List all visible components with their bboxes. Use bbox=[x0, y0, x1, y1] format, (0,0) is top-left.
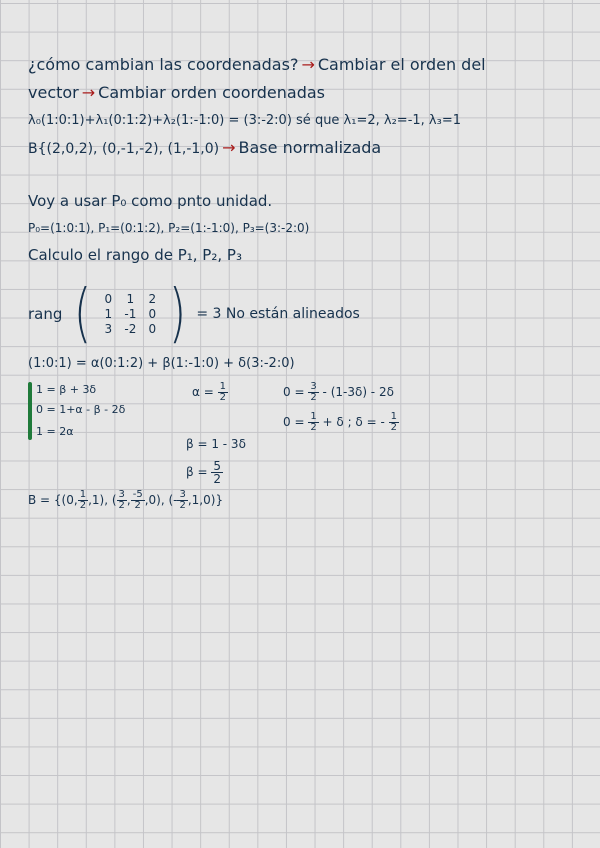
fraction-denominator: 2 bbox=[118, 500, 125, 511]
fraction-numerator: 1 bbox=[310, 411, 317, 422]
zero-eq-2-lhs: 0 = bbox=[283, 415, 305, 429]
rang-label: rang bbox=[28, 305, 63, 323]
fraction-denominator: 2 bbox=[134, 500, 141, 511]
note-line-6: P₀=(1:0:1), P₁=(0:1:2), P₂=(1:-1:0), P₃=(3:-2:0) bbox=[28, 221, 310, 235]
note-line-2 bbox=[28, 85, 325, 101]
matrix-cell: -2 bbox=[124, 321, 137, 336]
arrow-right-icon: → bbox=[81, 83, 96, 102]
zero-eq-1-fraction bbox=[308, 382, 318, 403]
matrix-cell: 2 bbox=[148, 291, 157, 306]
rang-result: = 3 No están alineados bbox=[196, 306, 360, 322]
beta-lhs: β = bbox=[186, 465, 208, 479]
beta-eq-2 bbox=[186, 460, 223, 485]
matrix-cell: 0 bbox=[148, 321, 157, 336]
fraction-numerator: 3 bbox=[310, 381, 317, 392]
arrow-right-icon: → bbox=[301, 55, 315, 74]
matrix-cell: 0 bbox=[148, 306, 157, 321]
answer-text: Cambiar el orden del bbox=[317, 55, 486, 74]
fraction-numerator: 5 bbox=[213, 459, 221, 473]
matrix-cell: 0 bbox=[104, 291, 113, 306]
final-fraction-2 bbox=[117, 490, 127, 511]
beta-eq-1: β = 1 - 3δ bbox=[186, 437, 246, 451]
zero-eq-2 bbox=[283, 412, 399, 433]
zero-eq-2-fraction bbox=[308, 412, 318, 433]
note-line-7: Calculo el rango de P₁, P₂, P₃ bbox=[28, 246, 242, 264]
final-fraction-1 bbox=[78, 490, 88, 511]
final-part-d: ,0), (- bbox=[144, 493, 178, 507]
system-bracket bbox=[28, 382, 32, 440]
final-part-a: B = {(0, bbox=[28, 493, 78, 507]
fraction-denominator: 2 bbox=[179, 500, 186, 511]
fraction-denominator: 2 bbox=[219, 392, 226, 403]
base-normalized-text: Base normalizada bbox=[238, 138, 382, 157]
matrix-cell: 1 bbox=[126, 291, 135, 306]
fraction-numerator: 3 bbox=[179, 489, 186, 500]
vector-text: vector bbox=[28, 83, 79, 102]
change-order-text: Cambiar orden coordenadas bbox=[98, 83, 326, 102]
fraction-numerator: 3 bbox=[118, 489, 125, 500]
alpha-lhs: α = bbox=[192, 385, 214, 399]
fraction-denominator: 2 bbox=[310, 392, 317, 403]
zero-eq-2-mid: + δ ; δ = - bbox=[322, 415, 385, 429]
fraction-numerator: -5 bbox=[132, 489, 143, 500]
final-part-e: ,1,0)} bbox=[187, 493, 224, 507]
alpha-fraction bbox=[218, 382, 228, 403]
system-eq-1: 1 = β + 3δ bbox=[36, 383, 97, 396]
left-paren: ( bbox=[74, 277, 92, 351]
rank-expression bbox=[28, 277, 360, 351]
fraction-numerator: 1 bbox=[79, 489, 87, 500]
beta-fraction bbox=[211, 460, 223, 485]
right-paren: ) bbox=[169, 277, 187, 351]
note-line-5: Voy a usar P₀ como pnto unidad. bbox=[28, 192, 273, 210]
system-eq-3: 1 = 2α bbox=[36, 425, 74, 438]
fraction-denominator: 2 bbox=[79, 500, 87, 511]
final-fraction-3 bbox=[131, 490, 145, 511]
arrow-right-icon: → bbox=[222, 138, 236, 157]
matrix-cell: 1 bbox=[104, 306, 113, 321]
question-text: ¿cómo cambian las coordenadas? bbox=[28, 55, 299, 74]
fraction-numerator: 1 bbox=[390, 411, 397, 422]
matrix bbox=[97, 292, 163, 337]
fraction-denominator: 2 bbox=[213, 472, 221, 486]
final-fraction-4 bbox=[177, 490, 187, 511]
fraction-denominator: 2 bbox=[390, 422, 397, 433]
note-line-4 bbox=[28, 140, 381, 156]
final-basis bbox=[28, 490, 223, 511]
base-text: B{(2,0,2), (0,-1,-2), (1,-1,0) bbox=[28, 141, 220, 157]
note-line-8: (1:0:1) = α(0:1:2) + β(1:-1:0) + δ(3:-2:0) bbox=[28, 356, 295, 371]
delta-fraction bbox=[389, 412, 399, 433]
zero-eq-1-lhs: 0 = bbox=[283, 385, 305, 399]
fraction-denominator: 2 bbox=[310, 422, 317, 433]
matrix-cell: 3 bbox=[104, 321, 113, 336]
note-line-3: λ₀(1:0:1)+λ₁(0:1:2)+λ₂(1:-1:0) = (3:-2:0) sé que λ₁=2, λ₂=-1, λ₃=1 bbox=[28, 113, 461, 128]
system-eq-2: 0 = 1+α - β - 2δ bbox=[36, 403, 126, 416]
note-line-1 bbox=[28, 57, 486, 73]
matrix-cell: -1 bbox=[124, 306, 137, 321]
zero-eq-1-rhs: - (1-3δ) - 2δ bbox=[322, 385, 394, 399]
final-part-c: , bbox=[126, 493, 131, 507]
zero-eq-1 bbox=[283, 382, 394, 403]
final-part-b: ,1), ( bbox=[88, 493, 117, 507]
fraction-numerator: 1 bbox=[219, 381, 226, 392]
alpha-result bbox=[192, 382, 228, 403]
